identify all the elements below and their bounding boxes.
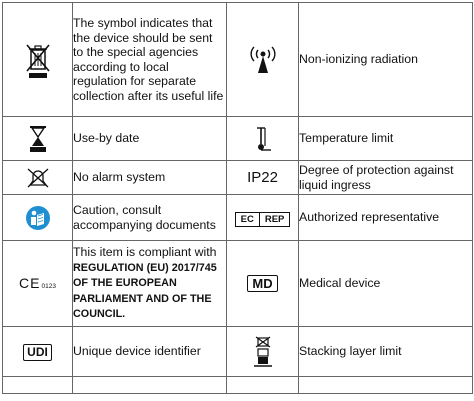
empty-cell [227,377,299,394]
empty-cell [73,377,227,394]
weee-symbol-cell [3,3,73,117]
notified-body-number: 0123 [41,282,56,290]
table-row [3,327,473,377]
md-box: MD [247,275,277,292]
ce-regulation-text: REGULATION (EU) 2017/745 OF THE EUROPEAN PARLIAMENT AND OF THE COUNCIL. [73,261,217,321]
consult-docs-symbol-cell [3,195,73,241]
ce-compliance-intro: This item is compliant with [73,245,217,260]
medical-device-label: Medical device [299,241,473,327]
ingress-protection-label: Degree of protection against liquid ingress [299,161,473,195]
hourglass-icon [28,125,48,153]
table-row [3,161,473,195]
ec-rep-box [235,212,291,227]
medical-device-symbol-cell [227,241,299,327]
stacking-label: Stacking layer limit [299,327,473,377]
symbols-table [2,2,473,394]
thermometer-icon [251,124,275,154]
use-by-symbol-cell [3,117,73,161]
table-row [3,3,473,117]
stacking-limit-icon [252,336,274,368]
table-row [3,377,473,394]
radiation-label: Non-ionizing radiation [299,3,473,117]
temperature-label: Temperature limit [299,117,473,161]
ip-rating-code: IP22 [247,168,278,186]
consult-instructions-icon [25,205,51,231]
no-alarm-symbol-cell [3,161,73,195]
no-alarm-label: No alarm system [73,161,227,195]
udi-symbol-cell [3,327,73,377]
rep-text: REP [259,213,290,226]
non-ionizing-radiation-icon [247,45,279,75]
ce-mark-cell [3,241,73,327]
temperature-symbol-cell [227,117,299,161]
table-row [3,117,473,161]
weee-description: The symbol indicates that the device should be sent to the special agencies according to local regulation for separate collection after its useful life [73,3,227,117]
udi-label: Unique device identifier [73,327,227,377]
ce-letters: CE [19,274,41,291]
no-alarm-bell-icon [25,167,51,189]
ec-text: EC [240,213,254,225]
authorized-rep-symbol-cell [227,195,299,241]
ce-mark [19,275,56,291]
table-row [3,241,473,327]
stacking-symbol-cell [227,327,299,377]
crossed-bin-icon [24,41,52,79]
table-row [3,195,473,241]
ip-rating-symbol-cell [227,161,299,195]
authorized-rep-label: Authorized representative [299,195,473,241]
use-by-label: Use-by date [73,117,227,161]
empty-cell [3,377,73,394]
consult-docs-label: Caution, consult accompanying documents [73,195,227,241]
radiation-symbol-cell [227,3,299,117]
udi-box: UDI [23,344,52,361]
ce-compliance-text [73,241,227,327]
empty-cell [299,377,473,394]
